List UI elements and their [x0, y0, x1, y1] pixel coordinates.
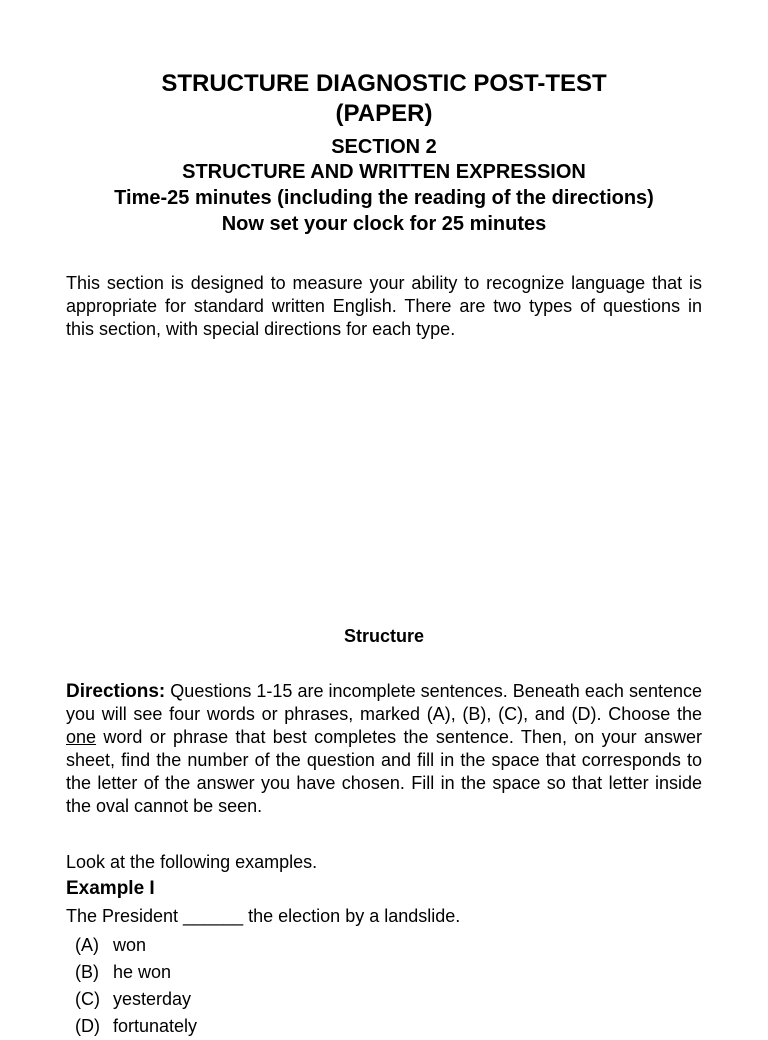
- section-name: STRUCTURE AND WRITTEN EXPRESSION: [182, 161, 586, 183]
- option-text: won: [113, 935, 147, 955]
- example-heading: Example I: [66, 878, 155, 899]
- option-item: [75, 1013, 197, 1040]
- document-subtitle: (PAPER): [335, 100, 433, 127]
- option-text: fortunately: [113, 1016, 198, 1036]
- option-letter: (D): [75, 1016, 100, 1036]
- structure-heading: Structure: [343, 626, 424, 646]
- option-text: he won: [113, 962, 172, 982]
- option-item: [75, 959, 197, 986]
- section-number: SECTION 2: [331, 136, 437, 158]
- option-item: [75, 986, 197, 1013]
- directions-paragraph: [66, 680, 702, 818]
- example-stem: The President ______ the election by a landslide.: [66, 906, 461, 926]
- option-letter: (B): [75, 962, 99, 982]
- intro-paragraph: This section is designed to measure your ability to recognize language that is appropriate for standard written English. There are two types of questions in this section, with special directions for each type.: [66, 273, 702, 339]
- directions-label: Directions:: [66, 681, 166, 702]
- document-title: STRUCTURE DIAGNOSTIC POST-TEST: [161, 70, 607, 97]
- time-limit: Time-25 minutes (including the reading of the directions): [114, 187, 654, 209]
- directions-text-1: Questions 1-15 are incomplete sentences. Beneath each sentence you will see four words or phrases, marked (A), (B), (C), and (D). Choose the: [66, 681, 702, 724]
- directions-text-2: word or phrase that best completes the sentence. Then, on your answer sheet, find the number of the question and fill in the space that corresponds to the letter of the answer you have chosen. Fill in the space so that letter inside the oval cannot be seen.: [66, 727, 702, 816]
- option-item: [75, 932, 197, 959]
- directions-emphasis: one: [66, 727, 97, 747]
- examples-intro: Look at the following examples.: [66, 852, 318, 872]
- option-letter: (C): [75, 989, 100, 1009]
- option-text: yesterday: [113, 989, 192, 1009]
- option-letter: (A): [75, 935, 99, 955]
- clock-instruction: Now set your clock for 25 minutes: [221, 213, 547, 235]
